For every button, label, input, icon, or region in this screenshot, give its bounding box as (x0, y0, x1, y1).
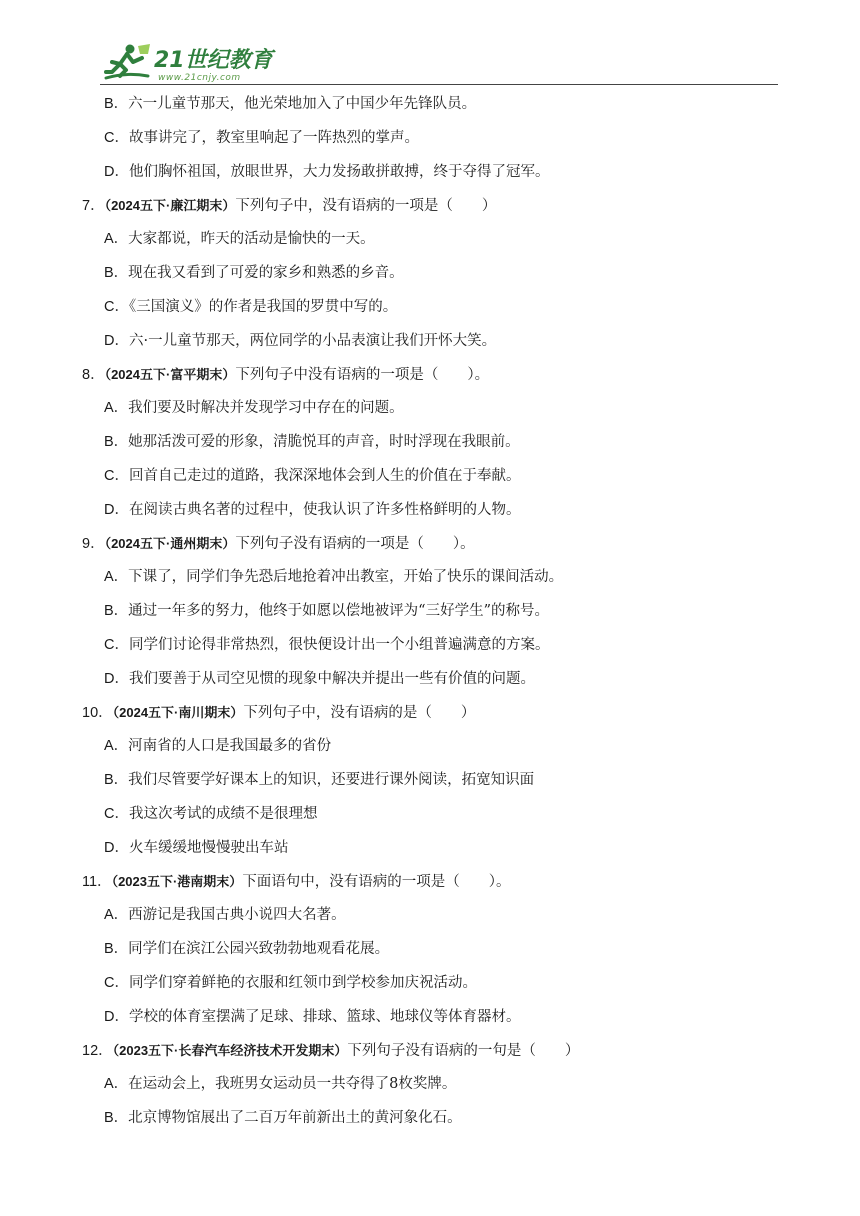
option-label: B． (104, 96, 129, 112)
option-line (82, 933, 782, 967)
option-text: 我们要及时解决并发现学习中存在的问题。 (128, 400, 404, 417)
option-label: C． (104, 129, 129, 146)
option-label: A． (104, 1076, 129, 1093)
runner-logo-icon (100, 42, 152, 84)
option-text: 学校的体育室摆满了足球、排球、篮球、地球仪等体育器材。 (128, 1008, 521, 1025)
option-label: C． (104, 467, 129, 484)
option-line (82, 223, 782, 257)
question-number: 12． (82, 1043, 113, 1060)
option-text: 她那活泼可爱的形象，清脆悦耳的声音，时时浮现在我眼前。 (128, 433, 520, 450)
option-line (82, 156, 782, 190)
question-number: 10． (82, 705, 113, 722)
option-text: 六·一儿童节那天，两位同学的小品表演让我们开怀大笑。 (128, 332, 497, 349)
option-text: 通过一年多的努力，他终于如愿以偿地被评为“三好学生”的称号。 (128, 602, 549, 619)
question-stem (82, 527, 782, 561)
option-line (82, 967, 782, 1001)
option-label: C． (104, 974, 129, 991)
option-label: D． (104, 670, 129, 687)
option-text: 河南省的人口是我国最多的省份 (128, 738, 332, 755)
question-stem (82, 189, 782, 223)
option-line (82, 291, 782, 325)
option-line (82, 460, 782, 494)
option-line (82, 494, 782, 528)
option-line (82, 899, 782, 933)
option-text: 他们胸怀祖国，放眼世界，大力发扬敢拼敢搏，终于夺得了冠军。 (128, 163, 550, 180)
option-text: 同学们讨论得非常热烈，很快便设计出一个小组普遍满意的方案。 (128, 636, 550, 653)
option-text: 回首自己走过的道路，我深深地体会到人生的价值在于奉献。 (128, 467, 521, 484)
option-label: D． (104, 332, 129, 349)
question-text: 下列句子中，没有语病的是（ ） (243, 705, 476, 722)
option-label: A． (104, 569, 129, 586)
option-text: 同学们在滨江公园兴致勃勃地观看花展。 (128, 940, 390, 957)
option-label: D． (104, 839, 129, 856)
logo (100, 42, 273, 84)
question-text: 下列句子没有语病的一项是（ ）。 (235, 536, 475, 553)
logo-title: 21世纪教育 (154, 48, 273, 73)
option-label: C． (104, 298, 129, 315)
option-line (82, 730, 782, 764)
page-header (100, 38, 778, 86)
option-label: A． (104, 907, 129, 924)
option-line (82, 426, 782, 460)
question-number: 7． (82, 198, 105, 215)
question-source: （2024五下·廉江期末） (104, 198, 236, 214)
option-line (82, 257, 782, 291)
option-text: 下课了，同学们争先恐后地抢着冲出教室，开始了快乐的课间活动。 (128, 569, 564, 586)
logo-text (154, 49, 273, 84)
option-text: 我们要善于从司空见惯的现象中解决并提出一些有价值的问题。 (128, 670, 535, 687)
option-line (82, 1001, 782, 1035)
question-source: （2023五下·长春汽车经济技术开发期末） (112, 1043, 348, 1059)
option-line (82, 663, 782, 697)
option-line (82, 88, 782, 122)
option-line (82, 595, 782, 629)
option-text: 在运动会上，我班男女运动员一共夺得了8枚奖牌。 (128, 1076, 457, 1093)
option-text: 在阅读古典名著的过程中，使我认识了许多性格鲜明的人物。 (128, 501, 521, 518)
option-line (82, 392, 782, 426)
option-text: 火车缓缓地慢慢驶出车站 (128, 839, 289, 856)
question-stem (82, 1034, 782, 1068)
option-label: B． (104, 602, 129, 619)
question-list (82, 88, 782, 1136)
question-text: 下列句子中没有语病的一项是（ ）。 (235, 367, 490, 384)
option-text: 故事讲完了，教室里响起了一阵热烈的掌声。 (128, 129, 419, 146)
option-line (82, 1068, 782, 1102)
option-text: 同学们穿着鲜艳的衣服和红领巾到学校参加庆祝活动。 (128, 974, 477, 991)
option-text: 北京博物馆展出了二百万年前新出土的黄河象化石。 (128, 1109, 462, 1126)
option-text: 大家都说，昨天的活动是愉快的一天。 (128, 231, 375, 248)
question-text: 下面语句中，没有语病的一项是（ ）。 (242, 874, 511, 891)
option-line (82, 629, 782, 663)
header-divider (100, 84, 778, 85)
option-label: D． (104, 163, 129, 180)
option-label: D． (104, 501, 129, 518)
option-text: 《三国演义》的作者是我国的罗贯中写的。 (128, 298, 398, 315)
option-label: B． (104, 1109, 129, 1126)
option-line (82, 1102, 782, 1136)
option-label: A． (104, 231, 129, 248)
option-text: 我们尽管要学好课本上的知识，还要进行课外阅读，拓宽知识面 (128, 771, 535, 788)
option-text: 西游记是我国古典小说四大名著。 (128, 907, 346, 924)
question-source: （2023五下·港南期末） (111, 874, 243, 890)
question-number: 11． (82, 874, 112, 891)
question-stem (82, 865, 782, 899)
option-line (82, 122, 782, 156)
question-source: （2024五下·通州期末） (104, 536, 236, 552)
question-number: 8． (82, 367, 105, 384)
option-text: 我这次考试的成绩不是很理想 (128, 805, 318, 822)
question-stem (82, 696, 782, 730)
option-label: A． (104, 400, 129, 417)
logo-url: www.21cnjy.com (158, 73, 241, 83)
option-text: 六一儿童节那天，他光荣地加入了中国少年先锋队员。 (128, 96, 477, 112)
option-text: 现在我又看到了可爱的家乡和熟悉的乡音。 (128, 264, 404, 281)
option-label: B． (104, 940, 129, 957)
question-stem (82, 358, 782, 392)
option-line (82, 325, 782, 359)
option-label: B． (104, 771, 129, 788)
question-text: 下列句子中，没有语病的一项是（ ） (235, 198, 497, 215)
option-label: A． (104, 738, 129, 755)
question-text: 下列句子没有语病的一句是（ ） (347, 1043, 580, 1060)
question-source: （2024五下·富平期末） (104, 367, 236, 383)
option-label: B． (104, 264, 129, 281)
option-line (82, 764, 782, 798)
question-number: 9． (82, 536, 105, 553)
option-label: C． (104, 805, 129, 822)
option-line (82, 798, 782, 832)
option-line (82, 832, 782, 866)
option-label: C． (104, 636, 129, 653)
option-label: B． (104, 433, 129, 450)
question-source: （2024五下·南川期末） (112, 705, 244, 721)
option-line (82, 561, 782, 595)
option-label: D． (104, 1008, 129, 1025)
